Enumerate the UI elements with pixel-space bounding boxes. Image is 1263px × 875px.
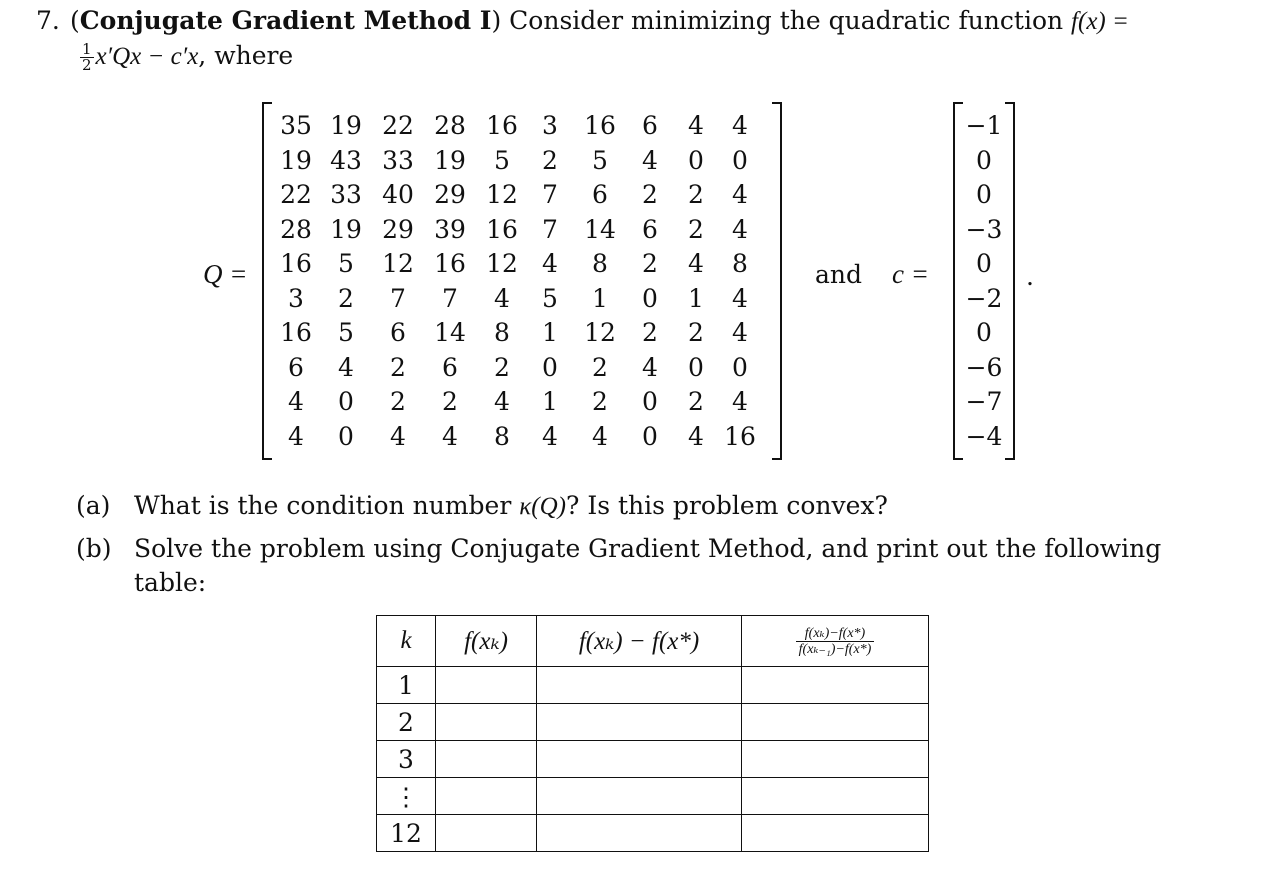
table-row xyxy=(377,815,929,852)
subquestion-b-line-1 xyxy=(76,532,1206,566)
matrix-q-cell: 43 xyxy=(330,145,362,175)
table-body xyxy=(377,667,929,852)
table-cell-ratio xyxy=(742,815,929,852)
vector-c-row xyxy=(953,177,1015,213)
matrix-q-cell: 6 xyxy=(642,214,658,244)
matrix-q-cell: 19 xyxy=(434,145,466,175)
vector-c-row xyxy=(953,384,1015,420)
table-cell-k: 3 xyxy=(377,741,436,778)
table-cell-f-diff xyxy=(537,815,742,852)
problem-title: Conjugate Gradient Method I xyxy=(79,6,492,35)
matrix-q-row xyxy=(262,384,782,420)
matrix-q-cell: 2 xyxy=(688,318,704,347)
function-lhs: f(x) = xyxy=(1071,8,1129,35)
table-header-row xyxy=(377,616,929,667)
matrix-q-cell: 22 xyxy=(280,180,312,209)
half-numerator: 1 xyxy=(82,40,92,58)
table-cell-ratio xyxy=(742,741,929,778)
matrix-q-cell: 2 xyxy=(338,283,354,313)
vector-c-cell: −4 xyxy=(965,421,1003,451)
matrix-q-cell: 2 xyxy=(642,318,658,347)
subquestion-a-text-1: What is the condition number xyxy=(134,491,520,520)
matrix-q-cell: 7 xyxy=(442,283,458,313)
results-table xyxy=(376,615,929,852)
matrix-q-row xyxy=(262,108,782,144)
matrix-q-cell: 6 xyxy=(592,180,608,209)
matrix-q-cell: 4 xyxy=(732,318,748,347)
matrix-q-cell: 33 xyxy=(382,145,414,175)
table-cell-ratio xyxy=(742,704,929,741)
matrix-q-cell: 6 xyxy=(288,352,304,382)
matrix-q-cell: 4 xyxy=(494,387,510,416)
matrix-q-row xyxy=(262,246,782,282)
vector-c-label: c = xyxy=(892,259,929,289)
subquestion-a xyxy=(76,489,888,524)
matrix-q-cell: 3 xyxy=(542,111,558,140)
matrix-q-cell: 5 xyxy=(338,249,354,278)
matrix-q-cell: 4 xyxy=(288,387,304,416)
vector-c-row xyxy=(953,315,1015,351)
vector-c-cell: −1 xyxy=(965,111,1003,140)
matrix-q-row xyxy=(262,315,782,351)
vector-c-row xyxy=(953,108,1015,144)
matrix-q-cell: 0 xyxy=(642,387,658,416)
vector-c-cell: −7 xyxy=(965,387,1003,416)
table-cell-f-diff xyxy=(537,741,742,778)
table-cell-f-diff xyxy=(537,704,742,741)
function-rhs: x′Qx − c′x xyxy=(95,43,199,70)
vector-c-cell: −6 xyxy=(965,352,1003,382)
matrix-q-cell: 7 xyxy=(542,180,558,209)
matrix-q-cell: 4 xyxy=(688,421,704,451)
vector-c-row xyxy=(953,419,1015,455)
matrix-q-cell: 16 xyxy=(434,249,466,278)
matrix-q-cell: 16 xyxy=(724,421,756,451)
matrix-q-cell: 1 xyxy=(542,318,558,347)
matrix-q-cell: 0 xyxy=(688,145,704,175)
table-cell-f-xk xyxy=(436,741,537,778)
matrix-q-cell: 2 xyxy=(642,180,658,209)
table-row xyxy=(377,704,929,741)
vector-c-row xyxy=(953,281,1015,317)
header-k: k xyxy=(377,616,436,667)
matrix-q-cell: 6 xyxy=(442,352,458,382)
vector-c-cell: 0 xyxy=(976,180,992,209)
and-connector: and xyxy=(815,260,863,289)
matrix-q-cell: 0 xyxy=(732,145,748,175)
matrix-q-cell: 4 xyxy=(732,214,748,244)
matrix-q-cell: 29 xyxy=(434,180,466,209)
vector-c-cell: −3 xyxy=(965,214,1003,244)
matrix-q-row xyxy=(262,281,782,317)
table-cell-f-diff xyxy=(537,778,742,815)
matrix-q-cell: 4 xyxy=(688,249,704,278)
matrix-q-cell: 4 xyxy=(390,421,406,451)
matrix-q-cell: 4 xyxy=(338,352,354,382)
vector-c-row xyxy=(953,143,1015,179)
matrix-q-cell: 12 xyxy=(486,249,518,278)
ratio-denominator: f(xₖ₋₁)−f(x*) xyxy=(798,642,872,657)
matrix-q-cell: 4 xyxy=(642,145,658,175)
table-cell-f-diff xyxy=(537,667,742,704)
vector-c-period: . xyxy=(1026,262,1034,291)
subquestion-b-text-1: Solve the problem using Conjugate Gradient Method, and print out the following xyxy=(134,534,1162,563)
matrix-q-row xyxy=(262,177,782,213)
matrix-q-cell: 4 xyxy=(688,111,704,140)
matrix-q-cell: 1 xyxy=(592,283,608,313)
table-cell-f-xk xyxy=(436,667,537,704)
table-row xyxy=(377,667,929,704)
table-cell-k: ⋮ xyxy=(377,778,436,815)
matrix-q-cell: 29 xyxy=(382,214,414,244)
header-line-1 xyxy=(36,4,1246,39)
matrix-q-cell: 4 xyxy=(442,421,458,451)
matrix-q-cell: 5 xyxy=(338,318,354,347)
matrix-q-cell: 16 xyxy=(584,111,616,140)
matrix-q-cell: 4 xyxy=(592,421,608,451)
table-cell-f-xk xyxy=(436,778,537,815)
matrix-q-row xyxy=(262,350,782,386)
ratio-numerator: f(xₖ)−f(x*) xyxy=(796,626,875,642)
matrix-q-cell: 2 xyxy=(390,387,406,416)
matrix-q-cell: 8 xyxy=(592,249,608,278)
matrix-q-cell: 0 xyxy=(688,352,704,382)
matrix-q-cell: 3 xyxy=(288,283,304,313)
matrix-q-cell: 8 xyxy=(732,249,748,278)
subquestion-b-line-2: table: xyxy=(134,568,207,597)
header-line-2 xyxy=(36,39,1246,74)
matrix-q-cell: 12 xyxy=(584,318,616,347)
matrix-q-cell: 2 xyxy=(688,214,704,244)
table-cell-ratio xyxy=(742,667,929,704)
matrix-q-cell: 19 xyxy=(280,145,312,175)
matrix-q-cell: 0 xyxy=(338,421,354,451)
matrix-q-cell: 14 xyxy=(584,214,616,244)
vector-c-cell: 0 xyxy=(976,145,992,175)
matrix-q-cell: 7 xyxy=(390,283,406,313)
matrix-q-cell: 8 xyxy=(494,421,510,451)
matrix-q-cell: 2 xyxy=(642,249,658,278)
matrix-q-cell: 14 xyxy=(434,318,466,347)
matrix-q-cell: 0 xyxy=(732,352,748,382)
matrix-q-cell: 4 xyxy=(732,111,748,140)
matrix-q-cell: 12 xyxy=(382,249,414,278)
matrix-q-cell: 12 xyxy=(486,180,518,209)
table-row xyxy=(377,741,929,778)
matrix-q-cell: 6 xyxy=(642,111,658,140)
matrix-q-cell: 2 xyxy=(688,387,704,416)
matrix-q-cell: 4 xyxy=(542,249,558,278)
matrix-q-cell: 28 xyxy=(280,214,312,244)
matrix-q-cell: 0 xyxy=(338,387,354,416)
matrix-q-cell: 35 xyxy=(280,111,312,140)
vector-c-row xyxy=(953,350,1015,386)
matrix-q-label: Q = xyxy=(203,259,248,289)
half-fraction xyxy=(80,42,94,73)
vector-c-row xyxy=(953,212,1015,248)
intro-text: Consider minimizing the quadratic function xyxy=(501,6,1072,35)
matrix-q-cell: 4 xyxy=(732,180,748,209)
matrix-q-cell: 0 xyxy=(642,283,658,313)
matrix-q-cell: 2 xyxy=(592,387,608,416)
kappa-symbol: κ(Q) xyxy=(519,493,566,520)
matrix-q-cell: 5 xyxy=(592,145,608,175)
table-cell-f-xk xyxy=(436,704,537,741)
where-text: , where xyxy=(198,41,294,70)
matrix-q-cell: 8 xyxy=(494,318,510,347)
matrix-q-cell: 2 xyxy=(390,352,406,382)
vector-c-cell: −2 xyxy=(965,283,1003,313)
subquestion-a-label: (a) xyxy=(76,491,111,520)
table-row xyxy=(377,778,929,815)
matrix-q-cell: 4 xyxy=(288,421,304,451)
table-cell-k: 12 xyxy=(377,815,436,852)
table-cell-k: 1 xyxy=(377,667,436,704)
matrix-q-cell: 2 xyxy=(442,387,458,416)
matrix-q-cell: 0 xyxy=(542,352,558,382)
matrix-q-cell: 5 xyxy=(542,283,558,313)
matrix-q-cell: 2 xyxy=(542,145,558,175)
matrix-q-cell: 4 xyxy=(542,421,558,451)
matrix-q-row xyxy=(262,419,782,455)
matrix-q-cell: 28 xyxy=(434,111,466,140)
matrix-q-cell: 6 xyxy=(390,318,406,347)
matrix-q-cell: 19 xyxy=(330,214,362,244)
matrix-q-cell: 2 xyxy=(592,352,608,382)
matrix-q-cell: 5 xyxy=(494,145,510,175)
matrix-q-row xyxy=(262,143,782,179)
vector-c xyxy=(953,102,1015,460)
title-close-paren: ) xyxy=(491,6,502,35)
question-number: 7. xyxy=(36,6,60,35)
matrix-q-cell: 39 xyxy=(434,214,466,244)
vector-c-cell: 0 xyxy=(976,318,992,347)
matrix-q-cell: 40 xyxy=(382,180,414,209)
matrix-q-cell: 4 xyxy=(642,352,658,382)
matrix-q-cell: 2 xyxy=(688,180,704,209)
matrix-q-cell: 2 xyxy=(494,352,510,382)
table-cell-ratio xyxy=(742,778,929,815)
ratio-fraction xyxy=(796,626,875,657)
matrix-q-cell: 4 xyxy=(732,387,748,416)
table-cell-f-xk xyxy=(436,815,537,852)
matrix-q-cell: 1 xyxy=(542,387,558,416)
subquestion-b xyxy=(76,532,1206,600)
title-open-paren: ( xyxy=(70,6,80,35)
matrix-q-cell: 19 xyxy=(330,111,362,140)
matrix-q-cell: 16 xyxy=(280,249,312,278)
header-f-diff: f(xₖ) − f(x*) xyxy=(537,616,742,667)
header-f-xk: f(xₖ) xyxy=(436,616,537,667)
problem-header xyxy=(36,4,1246,74)
matrix-q-cell: 7 xyxy=(542,214,558,244)
subquestion-b-label: (b) xyxy=(76,534,112,563)
vector-c-row xyxy=(953,246,1015,282)
table-cell-k: 2 xyxy=(377,704,436,741)
matrix-q-cell: 4 xyxy=(494,283,510,313)
half-denominator: 2 xyxy=(82,56,92,74)
matrix-q xyxy=(262,102,782,460)
matrix-q-cell: 16 xyxy=(486,214,518,244)
matrix-q-cell: 16 xyxy=(280,318,312,347)
subquestion-a-text-2: ? Is this problem convex? xyxy=(565,491,888,520)
matrix-q-cell: 0 xyxy=(642,421,658,451)
matrix-q-cell: 33 xyxy=(330,180,362,209)
vector-c-cell: 0 xyxy=(976,249,992,278)
matrix-q-cell: 4 xyxy=(732,283,748,313)
matrix-q-row xyxy=(262,212,782,248)
header-ratio xyxy=(742,616,929,667)
matrix-q-cell: 22 xyxy=(382,111,414,140)
matrix-q-cell: 1 xyxy=(688,283,704,313)
matrix-q-cell: 16 xyxy=(486,111,518,140)
